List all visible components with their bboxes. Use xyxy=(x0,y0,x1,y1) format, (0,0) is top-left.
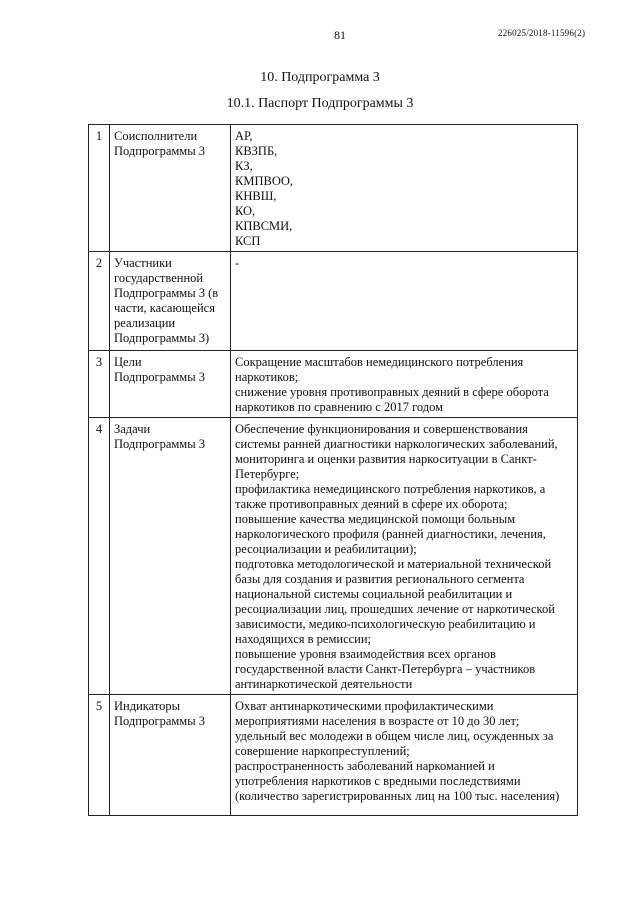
value-line: КСП xyxy=(235,234,261,248)
label-line: Подпрограммы 3 xyxy=(114,437,205,451)
row-number: 5 xyxy=(89,695,110,816)
value-line: КПВСМИ, xyxy=(235,219,293,233)
value-line: КО, xyxy=(235,204,256,218)
value-line: повышение качества медицинской помощи больным xyxy=(235,512,516,526)
value-line: КЗ, xyxy=(235,159,253,173)
value-line: наркотиков по сравнению с 2017 годом xyxy=(235,400,444,414)
value-line: системы ранней диагностики наркологических заболеваний, xyxy=(235,437,558,451)
row-label xyxy=(110,125,231,252)
value-line: ресоциализации лиц, прошедших лечение от наркотической xyxy=(235,602,555,616)
value-line: мероприятиями населения в возрасте от 10 до 30 лет; xyxy=(235,714,520,728)
value-line: наркотиков; xyxy=(235,370,299,384)
row-value xyxy=(231,125,578,252)
value-line: ресоциализации и реабилитации); xyxy=(235,542,417,556)
value-line: антинаркотической деятельности xyxy=(235,677,413,691)
page-number: 81 xyxy=(334,28,346,42)
table-row xyxy=(89,125,578,252)
value-line: снижение уровня противоправных деяний в сфере оборота xyxy=(235,385,549,399)
value-line: базы для создания и развития регионального сегмента xyxy=(235,572,525,586)
label-line: Соисполнители xyxy=(114,129,198,143)
value-line: КМПВОО, xyxy=(235,174,293,188)
value-line: также противоправных деяний в сфере их оборота; xyxy=(235,497,508,511)
row-number: 2 xyxy=(89,252,110,351)
row-value xyxy=(231,351,578,418)
label-line: Подпрограммы 3 (в xyxy=(114,286,219,300)
row-label xyxy=(110,351,231,418)
row-number: 1 xyxy=(89,125,110,252)
value-line: находящихся в ремиссии; xyxy=(235,632,372,646)
label-line: Подпрограммы 3 xyxy=(114,144,205,158)
value-line: Охват антинаркотическими профилактическими xyxy=(235,699,494,713)
value-line: национальной системы социальной реабилитации и xyxy=(235,587,513,601)
row-number: 3 xyxy=(89,351,110,418)
table-row xyxy=(89,418,578,695)
value-line: зависимости, медико-психологическую реабилитацию и xyxy=(235,617,536,631)
value-line: КВЗПБ, xyxy=(235,144,278,158)
label-line: Подпрограммы 3) xyxy=(114,331,210,345)
section-title: 10. Подпрограмма 3 xyxy=(260,70,380,85)
value-line: Сокращение масштабов немедицинского потребления xyxy=(235,355,524,369)
subsection-title: 10.1. Паспорт Подпрограммы 3 xyxy=(226,96,414,111)
value-line: Петербурге; xyxy=(235,467,300,481)
label-line: Задачи xyxy=(114,422,151,436)
value-line: Обеспечение функционирования и совершенствования xyxy=(235,422,528,436)
value-line: мониторинга и оценки развития наркоситуации в Санкт- xyxy=(235,452,537,466)
value-line: наркологического профиля (ранней диагностики, лечения, xyxy=(235,527,546,541)
value-line: КНВШ, xyxy=(235,189,277,203)
value-line: профилактика немедицинского потребления наркотиков, а xyxy=(235,482,546,496)
table-row xyxy=(89,351,578,418)
value-line: (количество зарегистрированных лиц на 100 тыс. населения) xyxy=(235,789,560,803)
row-value xyxy=(231,418,578,695)
table-row xyxy=(89,695,578,816)
value-line: - xyxy=(235,256,240,270)
value-line: государственной власти Санкт-Петербурга – участников xyxy=(235,662,536,676)
value-line: повышение уровня взаимодействия всех органов xyxy=(235,647,496,661)
row-number: 4 xyxy=(89,418,110,695)
label-line: части, касающейся xyxy=(114,301,215,315)
row-value xyxy=(231,695,578,816)
value-line: совершение наркопреступлений; xyxy=(235,744,410,758)
document-code: 226025/2018-11596(2) xyxy=(498,28,586,38)
value-line: распространенность заболеваний наркоманией и xyxy=(235,759,495,773)
label-line: реализации xyxy=(114,316,176,330)
row-label xyxy=(110,418,231,695)
label-line: Подпрограммы 3 xyxy=(114,370,205,384)
label-line: Подпрограммы 3 xyxy=(114,714,205,728)
label-line: Цели xyxy=(114,355,142,369)
value-line: АР, xyxy=(235,129,253,143)
row-label xyxy=(110,695,231,816)
label-line: Индикаторы xyxy=(114,699,181,713)
row-label xyxy=(110,252,231,351)
label-line: государственной xyxy=(114,271,204,285)
row-value xyxy=(231,252,578,351)
table-row xyxy=(89,252,578,351)
label-line: Участники xyxy=(114,256,172,270)
value-line: удельный вес молодежи в общем числе лиц, осужденных за xyxy=(235,729,554,743)
passport-table xyxy=(88,124,578,816)
value-line: употребления наркотиков с вредными последствиями xyxy=(235,774,521,788)
value-line: подготовка методологической и материальной технической xyxy=(235,557,552,571)
